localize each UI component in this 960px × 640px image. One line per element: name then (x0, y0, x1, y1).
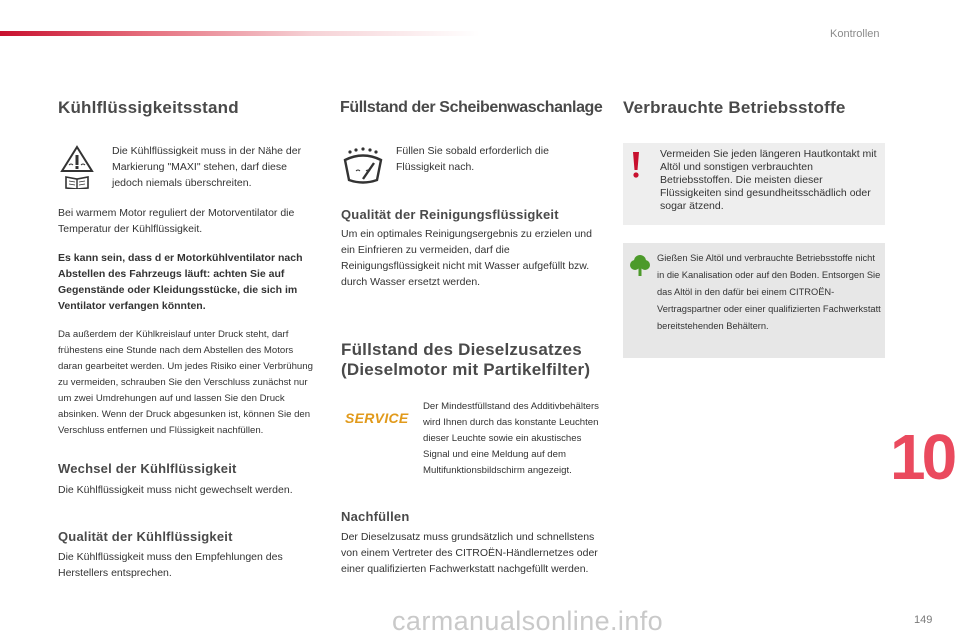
exclamation-icon (630, 150, 642, 180)
coolant-pressure-text: Da außerdem der Kühlkreislauf unter Druck steht, darf frühestens eine Stunde nach dem Abstellen des Motors daran gearbeitet werden. Um jedes Risiko einer Verbrühung zu vermeiden, schrauben Sie den Verschluss zunächst nur um zwei Umdrehungen auf und lassen Sie den Druck absinken. Wenn der Druck abgesunken ist, können Sie den Verschluss entfernen und Flüssigkeit nachfüllen. (58, 329, 313, 436)
tree-icon (629, 253, 651, 277)
washer-refill-note: Füllen Sie sobald erforderlich die Flüssigkeit nach. (396, 145, 549, 173)
coolant-fan-warning: Es kann sein, dass d er Motorkühlventilator nach Abstellen des Fahrzeugs läuft: achten Sie auf Gegenstände oder Kleidungsstücke, die sich im Ventilator verfangen könnten. (58, 252, 303, 312)
refill-heading: Nachfüllen (341, 509, 410, 524)
diesel-additive-heading: Füllstand des Dieselzusatzes (Dieselmotor mit Partikelfilter) (341, 340, 591, 379)
washer-fluid-icon (342, 147, 384, 187)
coolant-level-note: Die Kühlflüssigkeit muss in der Nähe der Markierung "MAXI" stehen, darf diese jedoch niemals überschreiten. (112, 145, 302, 189)
service-warning-icon: SERVICE (345, 410, 409, 426)
coolant-warning-icon (60, 145, 94, 189)
used-fluids-heading: Verbrauchte Betriebsstoffe (623, 98, 846, 117)
coolant-quality-heading: Qualität der Kühlflüssigkeit (58, 529, 233, 544)
watermark: carmanualsonline.info (392, 606, 664, 636)
environment-note-text: Gießen Sie Altöl und verbrauchte Betriebsstoffe nicht in die Kanalisation oder auf den Boden. Entsorgen Sie das Altöl in den dafür bei einem CITROËN-Vertragspartner oder einer qualifizierten Fachwerkstatt bereitstehenden Behältern. (657, 253, 881, 331)
coolant-change-text: Die Kühlflüssigkeit muss nicht gewechselt werden. (58, 484, 293, 496)
washer-level-heading: Füllstand der Scheibenwaschanlage (340, 99, 603, 116)
header-accent-bar (0, 31, 480, 36)
skin-contact-warning-text: Vermeiden Sie jeden längeren Hautkontakt mit Altöl und sonstigen verbrauchten Betriebsstoffen. Die meisten dieser Flüssigkeiten sind gesundheitsschädlich oder sogar ätzend. (660, 148, 877, 212)
chapter-number: 10 (890, 421, 954, 493)
page-number: 149 (914, 614, 933, 626)
coolant-change-heading: Wechsel der Kühlflüssigkeit (58, 461, 237, 476)
section-title: Kontrollen (830, 28, 880, 40)
diesel-additive-text: Der Mindestfüllstand des Additivbehälters wird Ihnen durch das konstante Leuchten dieser Leuchte sowie ein akustisches Signal und eine Meldung auf dem Multifunktionsbildschirm angezeigt. (423, 401, 599, 476)
coolant-level-heading: Kühlflüssigkeitsstand (58, 98, 239, 117)
refill-text: Der Dieselzusatz muss grundsätzlich und schnellstens von einem Vertreter des CITROËN-Händlernetzes oder einer qualifizierten Fachwerkstatt nachgefüllt werden. (341, 531, 598, 575)
washer-quality-heading: Qualität der Reinigungsflüssigkeit (341, 207, 559, 222)
washer-quality-text: Um ein optimales Reinigungsergebnis zu erzielen und ein Einfrieren zu vermeiden, darf die Reinigungsflüssigkeit nicht mit Wasser aufgefüllt bzw. durch Wasser ersetzt werden. (341, 228, 592, 288)
coolant-fan-text: Bei warmem Motor reguliert der Motorventilator die Temperatur der Kühlflüssigkeit. (58, 207, 295, 235)
coolant-quality-text: Die Kühlflüssigkeit muss den Empfehlungen des Herstellers entsprechen. (58, 551, 283, 579)
